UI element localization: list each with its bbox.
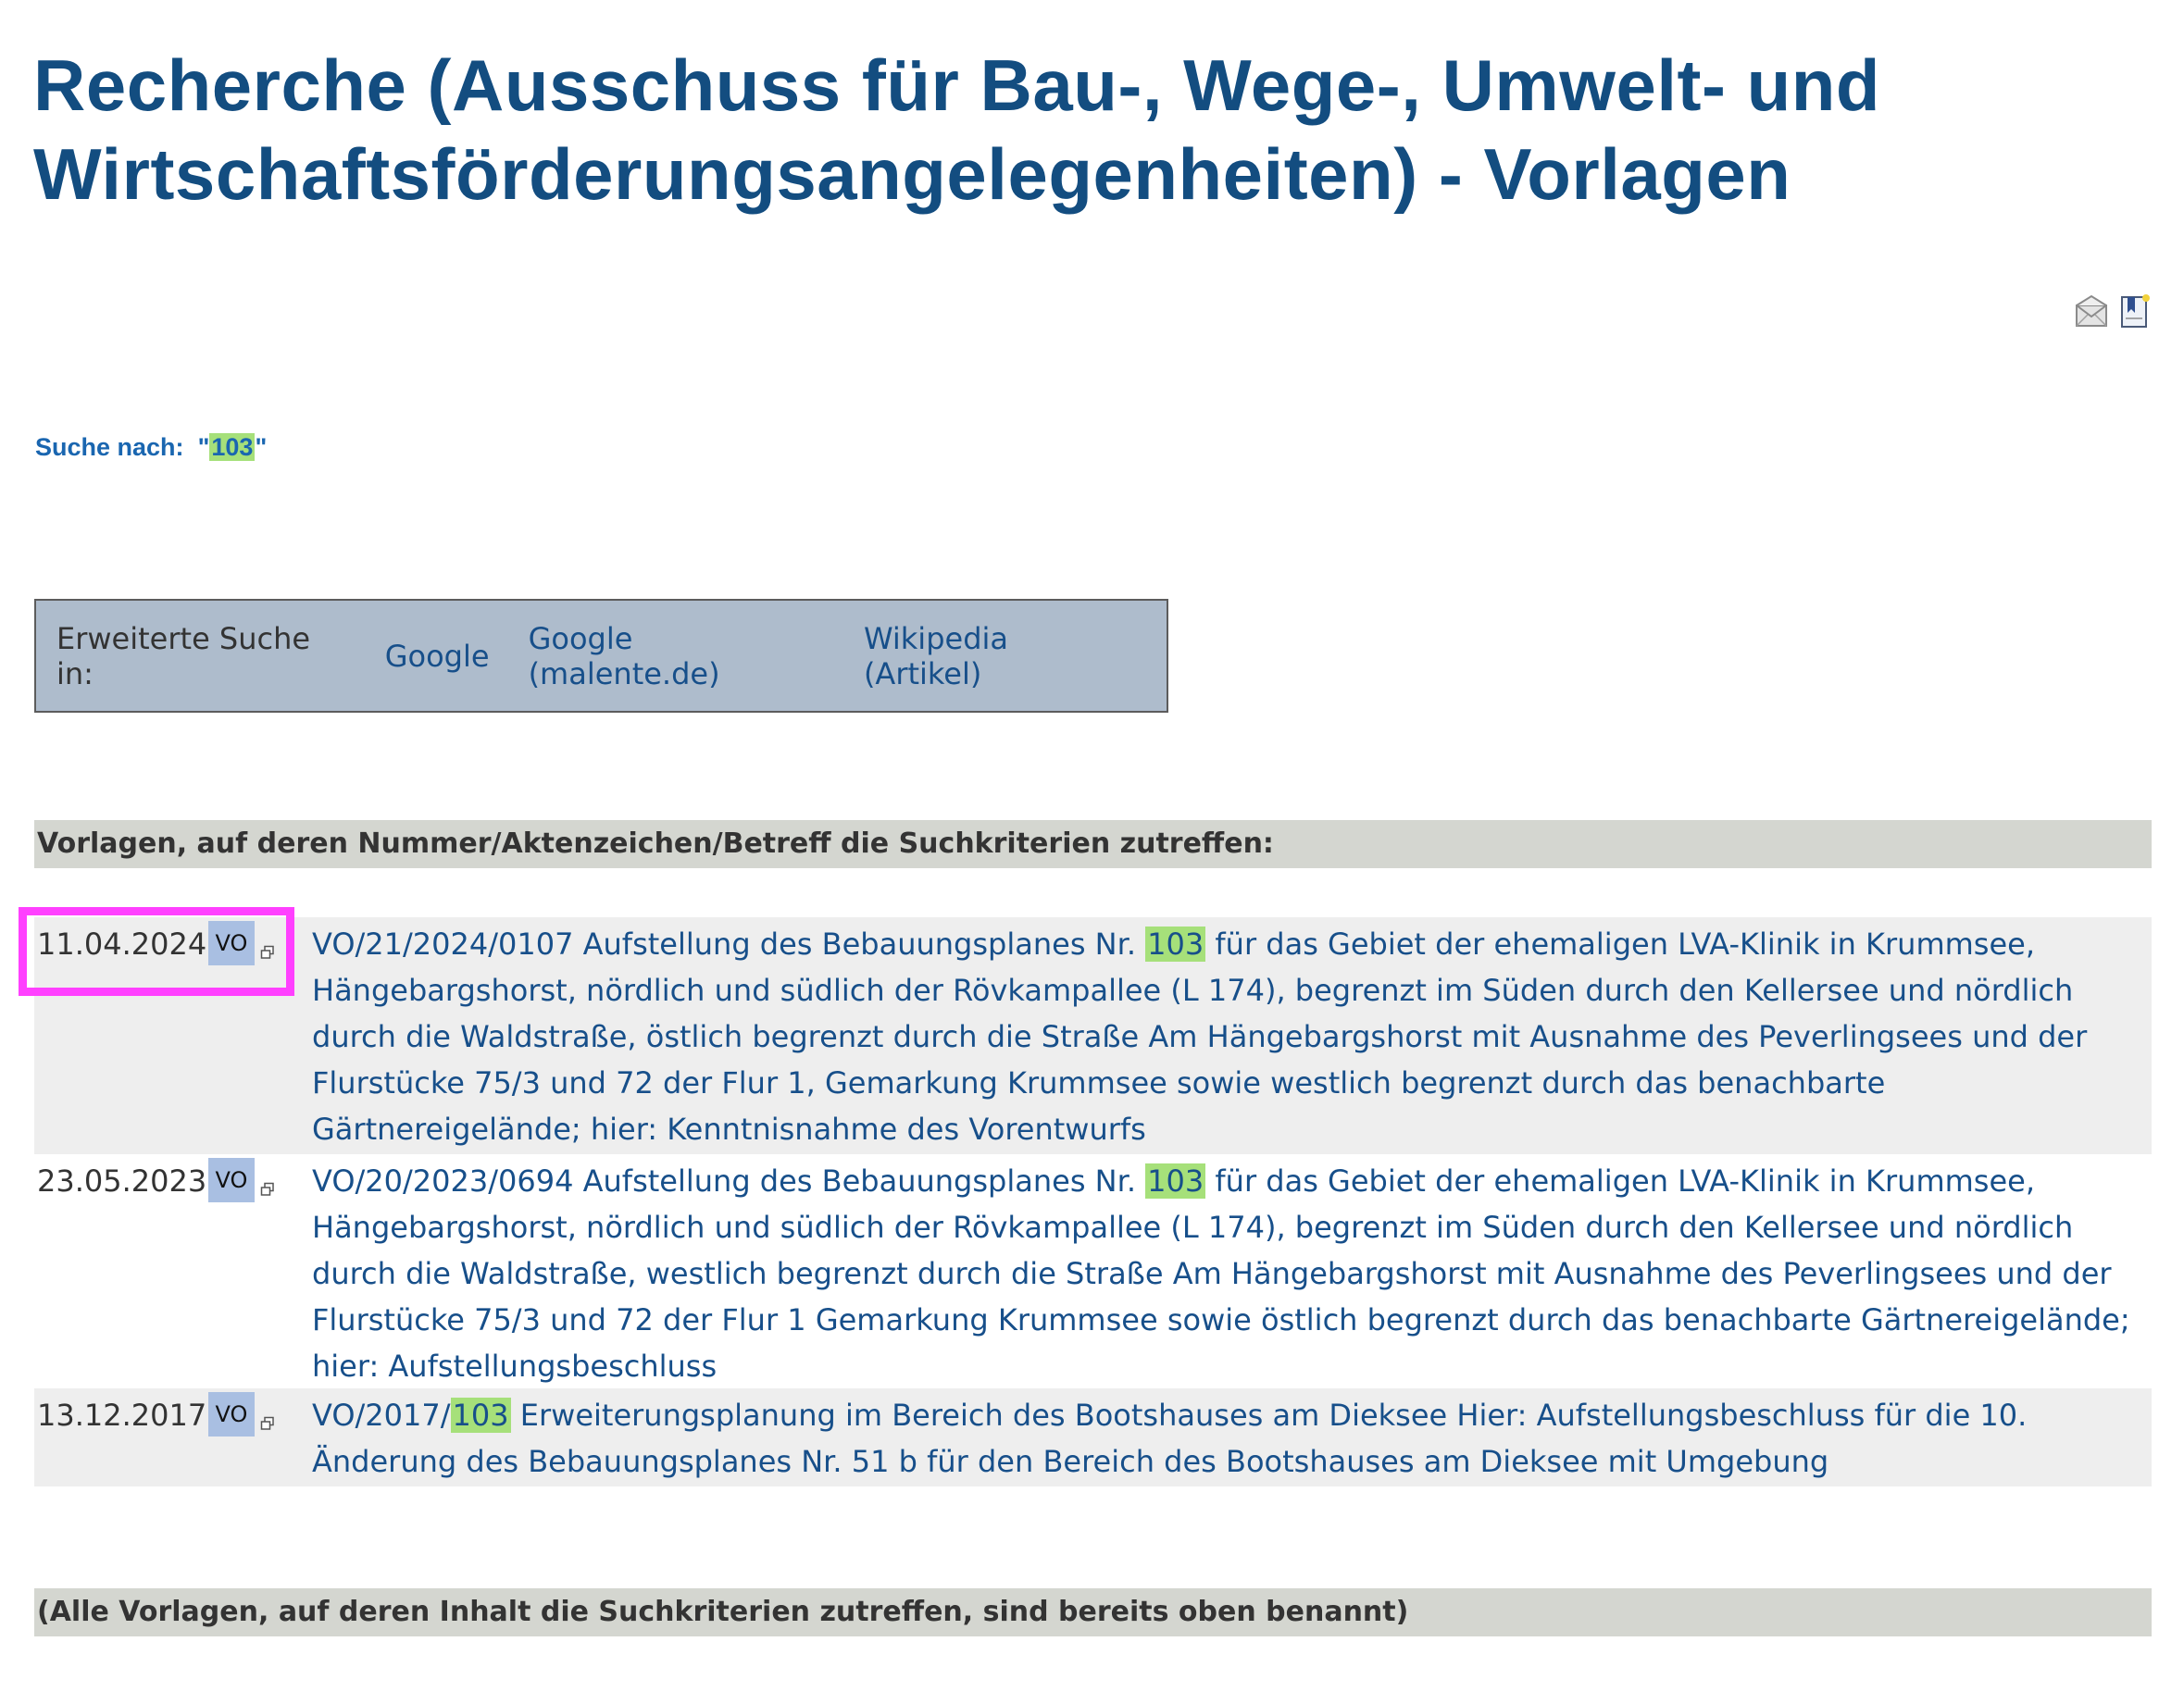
row-description-link[interactable]	[312, 921, 2145, 1152]
desc-text: VO/21/2024/0107 Aufstellung des Bebauungsplanes Nr.	[312, 927, 1146, 962]
content-results-header: (Alle Vorlagen, auf deren Inhalt die Suchkriterien zutreffen, sind bereits oben benannt)	[34, 1588, 2152, 1636]
row-description-link[interactable]	[312, 1392, 2145, 1485]
extended-search-label: Erweiterte Suche in:	[56, 620, 311, 691]
row-date: 11.04.2024	[37, 927, 207, 962]
desc-text: für das Gebiet der ehemaligen LVA-Klinik in Krummsee, Hängebargshorst, nördlich und südlich der Rövkampallee (L 174), begrenzt im Süden durch den Kellersee und nördlich durch die Waldstraße, östlich begrenzt durch die Straße Am Hängebargshorst mit Ausnahme des Peverlingsees und der Flurstücke 75/3 und 72 der Flur 1, Gemarkung Krummsee sowie westlich begrenzt durch das benachbarte Gärtnereigelände; hier: Kenntnisnahme des Vorentwurfs	[312, 927, 2088, 1147]
match-highlight: 103	[452, 1398, 509, 1433]
vo-badge[interactable]: VO	[208, 921, 255, 965]
row-description-link[interactable]	[312, 1158, 2145, 1389]
row-date: 13.12.2017	[37, 1398, 207, 1433]
quote-open: "	[197, 433, 210, 461]
vo-badge[interactable]: VO	[208, 1392, 255, 1437]
popup-window-icon[interactable]	[260, 1416, 275, 1435]
desc-text: für das Gebiet der ehemaligen LVA-Klinik in Krummsee, Hängebargshorst, nördlich und südlich der Rövkampallee (L 174), begrenzt im Süden durch den Kellersee und nördlich durch die Waldstraße, westlich begrenzt durch die Straße Am Hängebargshorst mit Ausnahme des Peverlingsees und der Flurstücke 75/3 und 72 der Flur 1 Gemarkung Krummsee sowie östlich begrenzt durch das benachbarte Gärtnereigelände; hier: Aufstellungsbeschluss	[312, 1163, 2130, 1384]
desc-text: Erweiterungsplanung im Bereich des Bootshauses am Dieksee Hier: Aufstellungsbeschluss für die 10. Änderung des Bebauungsplanes Nr. 51 b für den Bereich des Bootshauses am Dieksee mit Umgebung	[312, 1398, 2028, 1479]
search-term: 103	[211, 433, 254, 461]
envelope-icon[interactable]	[2074, 292, 2109, 330]
desc-text: VO/2017/	[312, 1398, 451, 1433]
match-highlight: 103	[1147, 1163, 1204, 1199]
google-link[interactable]: Google	[384, 638, 490, 674]
wikipedia-link[interactable]: Wikipedia (Artikel)	[863, 620, 1008, 691]
table-row	[34, 1388, 2152, 1486]
google-malente-link[interactable]: Google (malente.de)	[528, 620, 720, 691]
annotation-highlight-box	[19, 907, 294, 996]
search-query	[35, 433, 267, 462]
results-header: Vorlagen, auf deren Nummer/Aktenzeichen/Betreff die Suchkriterien zutreffen:	[34, 820, 2152, 868]
popup-window-icon[interactable]	[260, 1182, 275, 1200]
desc-text: VO/20/2023/0694 Aufstellung des Bebauungsplanes Nr.	[312, 1163, 1146, 1199]
extended-search-box	[34, 599, 1168, 713]
page-tools	[2074, 292, 2152, 330]
page-title: Recherche (Ausschuss für Bau-, Wege-, Umwelt- und Wirtschaftsförderungsangelegenheiten) - Vorlagen	[33, 44, 1881, 215]
table-row	[34, 917, 2152, 1154]
bookmark-icon[interactable]	[2118, 292, 2152, 330]
quote-close: "	[255, 433, 268, 461]
search-label: Suche nach:	[35, 433, 184, 461]
row-date: 23.05.2023	[37, 1163, 207, 1199]
table-row	[34, 1154, 2152, 1388]
vo-badge[interactable]: VO	[208, 1158, 255, 1202]
match-highlight: 103	[1147, 927, 1204, 962]
